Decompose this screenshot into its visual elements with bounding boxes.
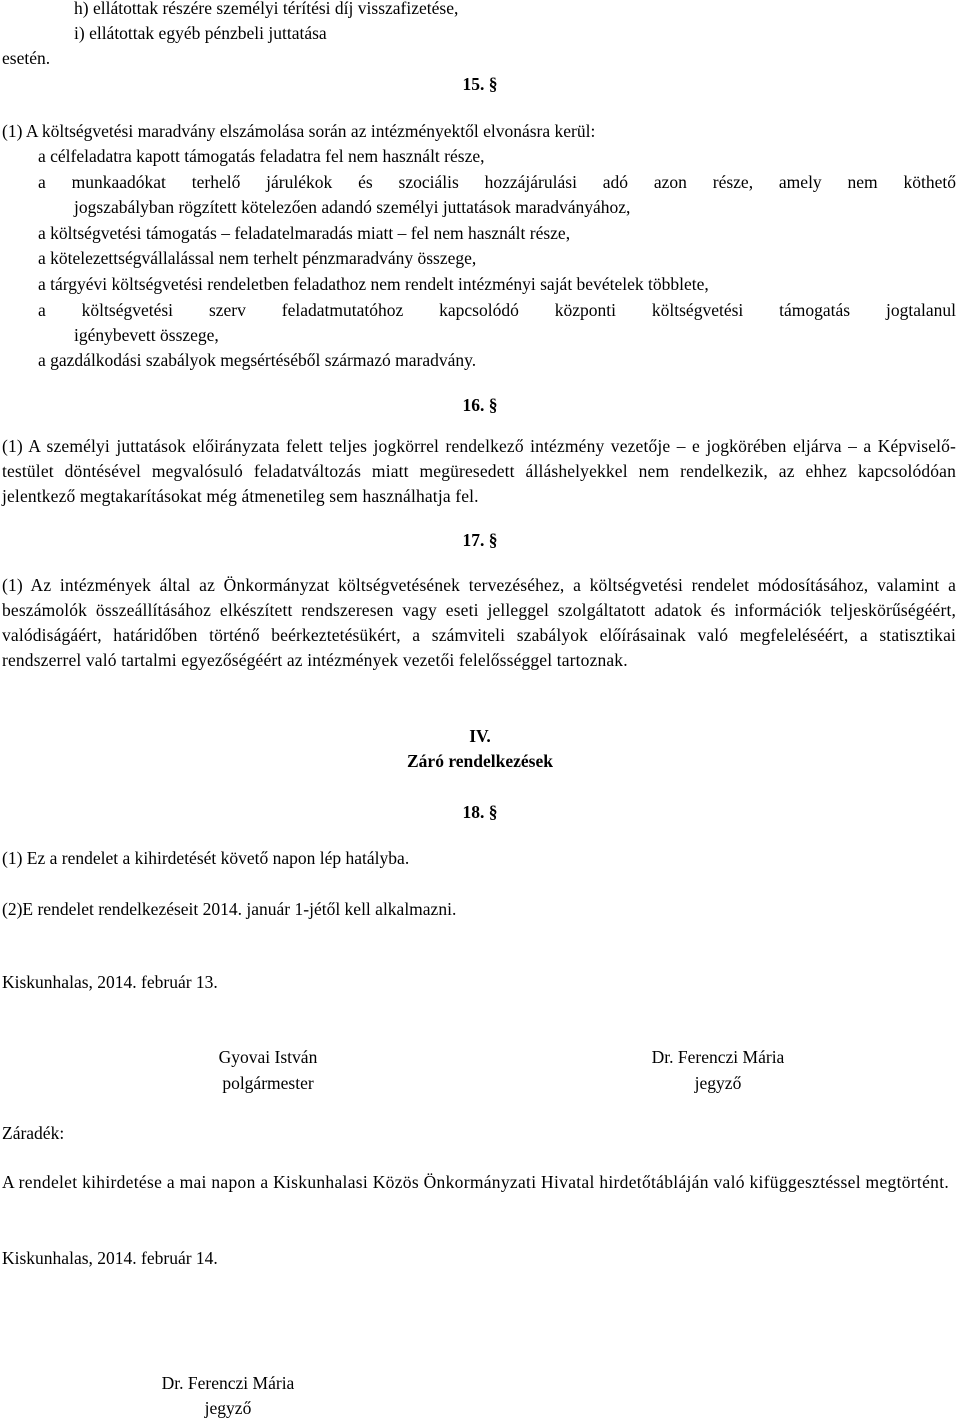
section-15-item-continued: igénybevett összege, bbox=[74, 325, 219, 345]
section-15-item: a gazdálkodási szabályok megsértéséből származó maradvány. bbox=[38, 350, 477, 370]
section-15-item: a célfeladatra kapott támogatás feladatra fel nem használt része, bbox=[38, 146, 485, 166]
signature-left-name: Gyovai István bbox=[218, 1047, 318, 1067]
section-15-intro: (1) A költségvetési maradvány elszámolása során az intézményektől elvonásra kerül: bbox=[2, 121, 596, 141]
section-17-paragraph: (1) Az intézmények által az Önkormányzat költségvetésének tervezéséhez, a költségvetési rendelet módosításához, valamint a beszámolók összeállításához elkészített rendszeresen vagy eseti jelleggel szolgáltatott adatok és információk teljeskörűségéért, valódiságáért, határidőben történő beérkeztetésükért, a számviteli szabályok előírásainak való megfeleléséért, a statisztikai rendszerrel való tartalmi egyezőségéért az intézmények vezetői felelősséggel tartoznak. bbox=[2, 575, 956, 670]
signature-right-name: Dr. Ferenczi Mária bbox=[651, 1047, 785, 1067]
list-item-i: i) ellátottak egyéb pénzbeli juttatása bbox=[74, 23, 327, 43]
section-15-item: a költségvetési támogatás – feladatelmaradás miatt – fel nem használt része, bbox=[38, 223, 571, 243]
section-16-paragraph: (1) A személyi juttatások előirányzata felett teljes jogkörrel rendelkező intézmény vezetője – e jogkörében eljárva – a Képviselő-testület döntésével megvalósuló feladatváltozás miatt megüresedett álláshelyekkel nem rendelkezik, az ehhez kapcsolódóan jelentkező megtakarításokat még átmenetileg sem használhatja fel. bbox=[2, 436, 956, 506]
section-18-paragraph-2: (2)E rendelet rendelkezéseit 2014. január 1-jétől kell alkalmazni. bbox=[2, 899, 457, 919]
list-continuation: esetén. bbox=[2, 48, 51, 68]
section-15-heading: 15. § bbox=[462, 74, 498, 94]
section-16-heading: 16. § bbox=[462, 395, 498, 415]
section-15-item-continued: jogszabályban rögzített kötelezően adandó személyi juttatások maradványához, bbox=[74, 197, 631, 217]
chapter-title: Záró rendelkezések bbox=[407, 751, 553, 771]
signature-right-title: jegyző bbox=[694, 1073, 742, 1093]
zaradek-signer-name: Dr. Ferenczi Mária bbox=[161, 1373, 295, 1393]
section-18-paragraph-1: (1) Ez a rendelet a kihirdetését követő napon lép hatályba. bbox=[2, 848, 410, 868]
zaradek-paragraph: A rendelet kihirdetése a mai napon a Kiskunhalasi Közös Önkormányzati Hivatal hirdetőtábláján való kifüggesztéssel megtörtént. bbox=[2, 1172, 950, 1192]
section-17-heading: 17. § bbox=[462, 530, 498, 550]
zaradek-place-date: Kiskunhalas, 2014. február 14. bbox=[2, 1248, 218, 1268]
section-15-item: a munkaadókat terhelő járulékok és szociális hozzájárulási adó azon része, amely nem köthető bbox=[38, 172, 956, 192]
section-15-item: a kötelezettségvállalással nem terhelt pénzmaradvány összege, bbox=[38, 248, 477, 268]
section-18-heading: 18. § bbox=[462, 802, 498, 822]
zaradek-signer-title: jegyző bbox=[204, 1398, 252, 1418]
signature-left-title: polgármester bbox=[222, 1073, 314, 1093]
section-15-item: a tárgyévi költségvetési rendeletben feladathoz nem rendelt intézményi saját bevételek többlete, bbox=[38, 274, 709, 294]
section-15-item: a költségvetési szerv feladatmutatóhoz kapcsolódó központi költségvetési támogatás jogtalanul bbox=[38, 300, 956, 320]
list-item-h: h) ellátottak részére személyi térítési díj visszafizetése, bbox=[74, 0, 459, 18]
chapter-number: IV. bbox=[469, 726, 491, 746]
place-date: Kiskunhalas, 2014. február 13. bbox=[2, 972, 218, 992]
zaradek-label: Záradék: bbox=[2, 1123, 65, 1143]
